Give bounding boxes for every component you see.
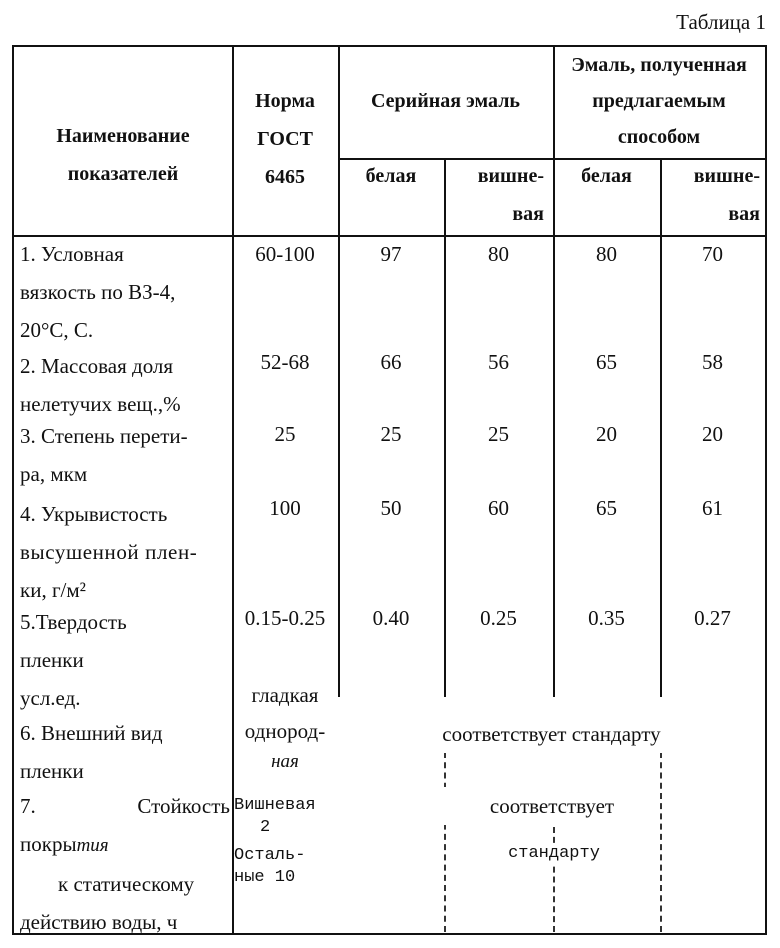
row-5-serial-cherry: 0.25	[480, 606, 517, 630]
row-norm-line: 2	[260, 818, 271, 837]
row-3-proposed-cherry: 20	[702, 422, 723, 446]
header-serial: Серийная эмаль	[370, 90, 520, 112]
header-norm-line: 6465	[265, 166, 305, 188]
table-caption: Таблица 1	[676, 10, 766, 34]
subheader-cherry-line: вишне-	[477, 165, 544, 187]
col-divider-faint	[660, 752, 662, 932]
row-2-serial-cherry: 56	[488, 350, 509, 374]
row-4-norm: 100	[269, 496, 301, 520]
row-norm-line: Осталь-	[234, 846, 306, 865]
header-norm	[232, 82, 338, 196]
header-norm-line: ГОСТ	[257, 128, 313, 150]
row-7-merged	[444, 787, 660, 825]
row-2-proposed-cherry: 58	[702, 350, 723, 374]
header-name-line: Наименование	[56, 125, 190, 147]
row-5-norm: 0.15-0.25	[244, 606, 326, 630]
row-name-line: высушенной плен-	[20, 540, 198, 564]
row-name-line	[20, 825, 230, 865]
row-4-proposed-white: 65	[596, 496, 617, 520]
row-name-line: усл.ед.	[20, 686, 81, 710]
row-name-line: ки, г/м²	[20, 578, 86, 602]
row-name-line: 3. Степень перети-	[20, 424, 188, 448]
header-proposed	[553, 47, 765, 155]
row-norm-line: ные 10	[234, 868, 296, 887]
row-name-line: 1. Условная	[20, 242, 124, 266]
row-2-name	[20, 347, 181, 423]
row-5-serial-white: 0.40	[372, 606, 410, 630]
row-norm-line: Вишневая	[234, 796, 316, 815]
row-name-line: вязкость по ВЗ-4,	[20, 280, 176, 304]
row-name-line: 4. Укрывистость	[20, 502, 168, 526]
row-7-name	[20, 787, 230, 941]
row-5-name	[20, 603, 127, 717]
subheader-cherry	[660, 157, 760, 233]
row-2-proposed-white: 65	[596, 350, 617, 374]
row-name-word: покры	[20, 832, 77, 856]
header-norm-line: Норма	[255, 90, 315, 112]
row-1-serial-cherry: 80	[488, 242, 509, 266]
row-1-norm: 60-100	[255, 242, 315, 266]
row-6-name	[20, 714, 163, 790]
row-4-proposed-cherry: 61	[702, 496, 723, 520]
row-3-serial-white: 25	[380, 422, 402, 446]
row-name-line: пленки	[20, 759, 84, 783]
col-divider-faint	[444, 752, 446, 932]
row-merged-line: соответствует	[489, 794, 615, 818]
header-proposed-line: способом	[617, 126, 701, 148]
subheader-cherry-line: вая	[512, 203, 544, 225]
row-6-merged: соответствует стандарту	[338, 715, 765, 753]
row-3-name	[20, 417, 188, 493]
row-5-proposed-white: 0.35	[588, 606, 625, 630]
row-norm-line: ная	[271, 751, 299, 772]
row-3-norm: 25	[274, 422, 296, 446]
subheader-white: белая	[365, 165, 417, 187]
subheader-cherry-line: вишне-	[693, 165, 760, 187]
row-1-proposed-cherry: 70	[702, 242, 723, 266]
row-name-line: 2. Массовая доля	[20, 354, 174, 378]
row-5-proposed-cherry: 0.27	[694, 606, 731, 630]
subheader-cherry-line: вая	[728, 203, 760, 225]
subheader-cherry	[444, 157, 544, 233]
row-4-name	[20, 495, 197, 609]
row-7-norm	[234, 795, 338, 889]
row-name-line: 6. Внешний вид	[20, 721, 163, 745]
row-name-line: действию воды, ч	[20, 910, 178, 934]
row-name-line: к статическому	[58, 872, 195, 896]
row-3-proposed-white: 20	[596, 422, 617, 446]
row-name-line	[20, 787, 230, 825]
row-name-line: пленки	[20, 648, 84, 672]
row-7-merged-2: стандарту	[464, 843, 644, 865]
row-name-word: 7.	[20, 794, 36, 818]
row-1-proposed-white: 80	[596, 242, 617, 266]
header-name-line: показателей	[67, 163, 179, 185]
row-1-name	[20, 235, 175, 349]
row-1-serial-white: 97	[380, 242, 402, 266]
row-2-serial-white: 66	[380, 350, 402, 374]
row-norm-line: гладкая	[251, 683, 319, 707]
row-6-norm	[232, 677, 338, 775]
row-name-line: нелетучих вещ.,%	[20, 392, 181, 416]
properties-table	[12, 45, 767, 935]
row-4-serial-white: 50	[380, 496, 402, 520]
row-name-handwritten: тия	[76, 835, 109, 856]
subheader-white: белая	[581, 165, 632, 187]
row-4-serial-cherry: 60	[488, 496, 509, 520]
row-name-line: 20°C, C.	[20, 318, 94, 342]
row-2-norm: 52-68	[260, 350, 310, 374]
header-proposed-line: предлагаемым	[592, 90, 726, 112]
header-proposed-line: Эмаль, полученная	[571, 54, 747, 76]
row-3-serial-cherry: 25	[488, 422, 509, 446]
row-name-line: ра, мкм	[20, 462, 88, 486]
row-norm-line: однород-	[244, 719, 326, 743]
row-name-line: 5.Твердость	[20, 610, 127, 634]
header-name	[14, 117, 232, 193]
row-name-word: Стойкость	[137, 794, 230, 818]
